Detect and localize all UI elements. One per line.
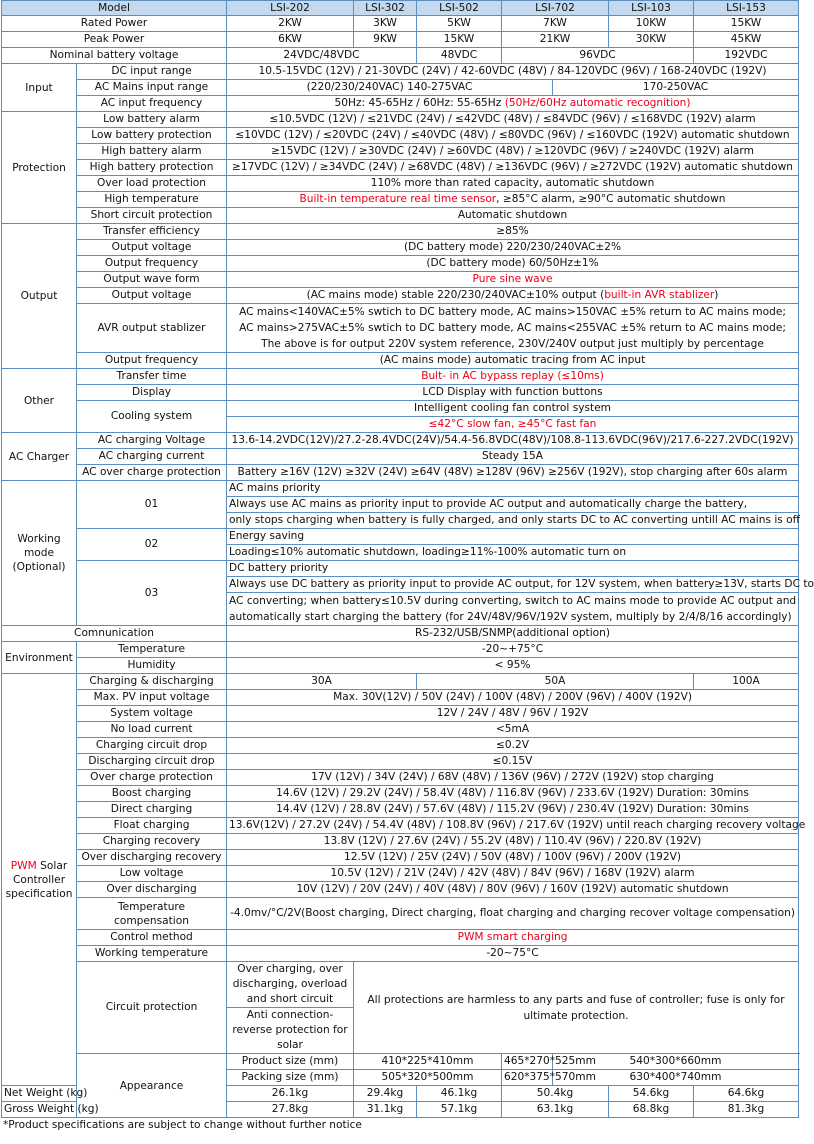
cell-value: <5mA: [227, 722, 799, 738]
cell-value: 620*375*570mm: [502, 1070, 553, 1086]
cell-value: 13.6V(12V) / 27.2V (24V) / 54.4V (48V) / 108.8V (96V) / 217.6V (192V) until reach charging recovery voltage: [227, 818, 799, 834]
row-label: Temperature compensation: [77, 898, 227, 930]
cell-value: [227, 192, 799, 208]
avr-line: The above is for output 220V system reference, 230V/240V output just multiply by percentage: [261, 338, 764, 350]
cell-value: 192VDC: [694, 48, 799, 64]
row-label: Transfer time: [77, 369, 227, 385]
section-protection: Protection: [2, 112, 77, 224]
mode-desc-line: AC converting; when battery≤10.5V during converting, switch to AC mains mode to provide AC output and: [229, 595, 797, 607]
row-label: Output frequency: [77, 353, 227, 369]
mode-id: 01: [77, 481, 227, 529]
cell-value: (DC battery mode) 220/230/240VAC±2%: [227, 240, 799, 256]
highlight-value: Pure sine wave: [227, 272, 799, 288]
mode-03-name-row: [2, 561, 799, 577]
cell-value: 170-250VAC: [553, 80, 799, 96]
cell-value: All protections are harmless to any parts and fuse of controller; fuse is only for ultimate protection.: [354, 962, 799, 1054]
model-name: LSI-103: [609, 1, 694, 16]
cell-value: 630*400*740mm: [553, 1070, 799, 1086]
value-text: ): [714, 289, 719, 302]
mode-desc: [227, 593, 799, 626]
row-label: Charging circuit drop: [77, 738, 227, 754]
pwm-title-text: Solar Controller specification: [5, 859, 73, 900]
cell-value: 505*320*500mm: [354, 1070, 502, 1086]
row-label: Low voltage: [77, 866, 227, 882]
row-label: Discharging circuit drop: [77, 754, 227, 770]
row-label: High battery protection: [77, 160, 227, 176]
section-ac-charger: AC Charger: [2, 433, 77, 481]
row-label: Over discharging recovery: [77, 850, 227, 866]
row-label: AC charging current: [77, 449, 227, 465]
mode-id: 03: [77, 561, 227, 626]
row-label: No load current: [77, 722, 227, 738]
cell-value: RS-232/USB/SNMP(additional option): [227, 626, 799, 642]
cell-value: 15KW: [694, 16, 799, 32]
battery-voltage-row: [2, 48, 799, 64]
overload-row: [2, 176, 799, 192]
low-protect-row: [2, 128, 799, 144]
cell-value: [227, 96, 799, 112]
mode-id: 02: [77, 529, 227, 561]
row-label: AVR output stablizer: [77, 304, 227, 353]
cell-value: (220/230/240VAC) 140-275VAC: [227, 80, 553, 96]
cell-value: 57.1kg: [417, 1102, 502, 1118]
row-label: Nominal battery voltage: [2, 48, 227, 64]
cell-value: 10.5V (12V) / 21V (24V) / 42V (48V) / 84V (96V) / 168V (192V) alarm: [227, 866, 799, 882]
row-label: Display: [77, 385, 227, 401]
cell-value: 10.5-15VDC (12V) / 21-30VDC (24V) / 42-60VDC (48V) / 84-120VDC (96V) / 168-240VDC (192V): [227, 64, 799, 80]
row-label: Output wave form: [77, 272, 227, 288]
control-method-row: [2, 930, 799, 946]
cell-value: 465*270*525mm: [502, 1054, 553, 1070]
row-label: Humidity: [77, 658, 227, 674]
ac-current-row: [2, 449, 799, 465]
cell-value: 110% more than rated capacity, automatic shutdown: [227, 176, 799, 192]
cell-value: 64.6kg: [694, 1086, 799, 1102]
row-label: Direct charging: [77, 802, 227, 818]
sub-label: Anti connection-reverse protection for solar: [227, 1008, 354, 1054]
low-alarm-row: [2, 112, 799, 128]
cell-value: 410*225*410mm: [354, 1054, 502, 1070]
cell-value: -20~75°C: [227, 946, 799, 962]
pwm-current-row: [2, 674, 799, 690]
cell-value: 30KW: [609, 32, 694, 48]
mode-desc: Always use AC mains as priority input to provide AC output and automatically charge the battery,: [227, 497, 799, 513]
cell-value: 540*300*660mm: [553, 1054, 799, 1070]
section-environment: Environment: [2, 642, 77, 674]
rated-power-row: [2, 16, 799, 32]
communication-row: [2, 626, 799, 642]
model-name: LSI-302: [354, 1, 417, 16]
max-pv-row: [2, 690, 799, 706]
row-label: AC Mains input range: [77, 80, 227, 96]
cell-value: [227, 304, 799, 353]
pwm-title-highlight: PWM: [10, 859, 37, 872]
ac-over-charge-row: [2, 465, 799, 481]
row-label: Charging recovery: [77, 834, 227, 850]
cell-value: 14.6V (12V) / 29.2V (24V) / 58.4V (48V) / 116.8V (96V) / 233.6V (192V) Duration: 30mins: [227, 786, 799, 802]
value-text: , ≥85°C alarm, ≥90°C automatic shutdown: [496, 193, 726, 206]
row-label: AC over charge protection: [77, 465, 227, 481]
voltage-ac-row: [2, 288, 799, 304]
row-label: Working temperature: [77, 946, 227, 962]
row-label: Low battery protection: [77, 128, 227, 144]
cell-value: ≤0.2V: [227, 738, 799, 754]
row-label: Short circuit protection: [77, 208, 227, 224]
model-label: Model: [2, 1, 227, 16]
cell-value: ≤0.15V: [227, 754, 799, 770]
cell-value: 24VDC/48VDC: [227, 48, 417, 64]
cell-value: 10KW: [609, 16, 694, 32]
cell-value: Steady 15A: [227, 449, 799, 465]
cell-value: 12.5V (12V) / 25V (24V) / 50V (48V) / 100V (96V) / 200V (192V): [227, 850, 799, 866]
sub-label: Over charging, over discharging, overload and short circuit: [227, 962, 354, 1008]
highlight-text: (50Hz/60Hz automatic recognition): [504, 97, 691, 110]
temp-comp-row: [2, 898, 799, 930]
row-label: Net Weight (kg): [2, 1086, 77, 1102]
cell-value: ≥85%: [227, 224, 799, 240]
mode-desc: Always use DC battery as priority input to provide AC output, for 12V system, when battery≥13V, starts DC to: [227, 577, 799, 593]
cell-value: (DC battery mode) 60/50Hz±1%: [227, 256, 799, 272]
display-row: [2, 385, 799, 401]
cell-value: 10V (12V) / 20V (24V) / 40V (48V) / 80V (96V) / 160V (192V) automatic shutdown: [227, 882, 799, 898]
cell-value: 13.8V (12V) / 27.6V (24V) / 55.2V (48V) / 110.4V (96V) / 220.8V (192V): [227, 834, 799, 850]
row-label: AC charging Voltage: [77, 433, 227, 449]
high-alarm-row: [2, 144, 799, 160]
section-appearance: Appearance: [77, 1054, 227, 1118]
cell-value: 17V (12V) / 34V (24V) / 68V (48V) / 136V (96V) / 272V (192V) stop charging: [227, 770, 799, 786]
row-label: Rated Power: [2, 16, 227, 32]
cell-value: 45KW: [694, 32, 799, 48]
row-label: AC input frequency: [77, 96, 227, 112]
cell-value: < 95%: [227, 658, 799, 674]
system-voltage-row: [2, 706, 799, 722]
cell-value: Automatic shutdown: [227, 208, 799, 224]
section-input: Input: [2, 64, 77, 112]
cell-value: ≤10VDC (12V) / ≤20VDC (24V) / ≤40VDC (48V) / ≤80VDC (96V) / ≤160VDC (192V) automatic shutdown: [227, 128, 799, 144]
row-label: Over load protection: [77, 176, 227, 192]
row-label: Peak Power: [2, 32, 227, 48]
waveform-row: [2, 272, 799, 288]
mode-name: AC mains priority: [227, 481, 799, 497]
cell-value: 31.1kg: [354, 1102, 417, 1118]
row-label: Product size (mm): [227, 1054, 354, 1070]
cell-value: 46.1kg: [417, 1086, 502, 1102]
row-label: Boost charging: [77, 786, 227, 802]
cell-value: ≤10.5VDC (12V) / ≤21VDC (24V) / ≤42VDC (48V) / ≤84VDC (96V) / ≤168VDC (192V) alarm: [227, 112, 799, 128]
over-discharging-row: [2, 882, 799, 898]
cooling-row: [2, 401, 799, 417]
cell-value: -20~+75°C: [227, 642, 799, 658]
cell-value: 54.6kg: [609, 1086, 694, 1102]
mode-02-name-row: [2, 529, 799, 545]
freq-ac-row: [2, 353, 799, 369]
mode-01-name-row: [2, 481, 799, 497]
float-row: [2, 818, 799, 834]
mode-desc: only stops charging when battery is fully charged, and only starts DC to AC converting untill AC mains is off: [227, 513, 799, 529]
charge-drop-row: [2, 738, 799, 754]
cell-value: 13.6-14.2VDC(12V)/27.2-28.4VDC(24V)/54.4-56.8VDC(48V)/108.8-113.6VDC(96V)/217.6-227.2VDC(192V): [227, 433, 799, 449]
row-label: Charging & discharging: [77, 674, 227, 690]
cell-value: 48VDC: [417, 48, 502, 64]
cell-value: 29.4kg: [354, 1086, 417, 1102]
cell-value: 63.1kg: [502, 1102, 609, 1118]
section-working-mode: Working mode (Optional): [2, 481, 77, 626]
cell-value: 14.4V (12V) / 28.8V (24V) / 57.6V (48V) / 115.2V (96V) / 230.4V (192V) Duration: 30mins: [227, 802, 799, 818]
mode-name: Energy saving: [227, 529, 799, 545]
section-other: Other: [2, 369, 77, 433]
cell-value: ≥17VDC (12V) / ≥34VDC (24V) / ≥68VDC (48V) / ≥136VDC (96V) / ≥272VDC (192V) automatic shutdown: [227, 160, 799, 176]
no-load-row: [2, 722, 799, 738]
cell-value: 68.8kg: [609, 1102, 694, 1118]
highlight-value: Bult- in AC bypass replay (≤10ms): [227, 369, 799, 385]
cell-value: 21KW: [502, 32, 609, 48]
row-label: Comnunication: [2, 626, 227, 642]
avr-line: AC mains>275VAC±5% swtich to DC battery mode, AC mains<255VAC ±5% return to AC mains mode;: [239, 322, 786, 334]
model-name: LSI-153: [694, 1, 799, 16]
env-humidity-row: [2, 658, 799, 674]
ac-voltage-row: [2, 433, 799, 449]
working-temp-row: [2, 946, 799, 962]
short-circuit-row: [2, 208, 799, 224]
value-text: (AC mains mode) stable 220/230/240VAC±10% output (: [306, 289, 605, 302]
pwm-over-charge-row: [2, 770, 799, 786]
row-label: High battery alarm: [77, 144, 227, 160]
row-label: Circuit protection: [77, 962, 227, 1054]
model-name: LSI-702: [502, 1, 609, 16]
value-text: 50Hz: 45-65Hz / 60Hz: 55-65Hz: [334, 97, 505, 110]
section-pwm: [2, 674, 77, 1086]
mode-desc: Loading≤10% automatic shutdown, loading≥11%-100% automatic turn on: [227, 545, 799, 561]
cell-value: 7KW: [502, 16, 609, 32]
row-label: DC input range: [77, 64, 227, 80]
cell-value: 26.1kg: [227, 1086, 354, 1102]
low-voltage-row: [2, 866, 799, 882]
cell-value: 9KW: [354, 32, 417, 48]
mode-desc-line: automatically start charging the battery (for 24V/48V/96V/192V system, multiply by 2/4/8/16 accordingly): [229, 611, 792, 623]
cell-value: 96VDC: [502, 48, 694, 64]
highlight-text: Built-in temperature real time sensor: [299, 193, 497, 206]
cell-value: LCD Display with function buttons: [227, 385, 799, 401]
product-size-row: [2, 1054, 799, 1070]
direct-row: [2, 802, 799, 818]
cell-value: 2KW: [227, 16, 354, 32]
row-label: Max. PV input voltage: [77, 690, 227, 706]
cell-value: 50A: [417, 674, 694, 690]
cell-value: 6KW: [227, 32, 354, 48]
cell-value: 30A: [227, 674, 417, 690]
highlight-value: PWM smart charging: [227, 930, 799, 946]
cell-value: 100A: [694, 674, 799, 690]
transfer-time-row: [2, 369, 799, 385]
cell-value: [227, 288, 799, 304]
row-label: Control method: [77, 930, 227, 946]
spec-table: [1, 0, 814, 1118]
model-name: LSI-202: [227, 1, 354, 16]
row-label: High temperature: [77, 192, 227, 208]
row-label: Output voltage: [77, 288, 227, 304]
cell-value: Max. 30V(12V) / 50V (24V) / 100V (48V) / 200V (96V) / 400V (192V): [227, 690, 799, 706]
cell-value: 15KW: [417, 32, 502, 48]
high-protect-row: [2, 160, 799, 176]
mode-name: DC battery priority: [227, 561, 799, 577]
cell-value: 50.4kg: [502, 1086, 609, 1102]
ac-freq-row: [2, 96, 799, 112]
cell-value: 81.3kg: [694, 1102, 799, 1118]
highlight-text: built-in AVR stablizer: [604, 289, 715, 302]
over-discharge-recovery-row: [2, 850, 799, 866]
peak-power-row: [2, 32, 799, 48]
row-label: Output voltage: [77, 240, 227, 256]
row-label: Low battery alarm: [77, 112, 227, 128]
footnote: *Product specifications are subject to change without further notice: [3, 1119, 362, 1131]
voltage-dc-row: [2, 240, 799, 256]
model-header-row: [2, 1, 799, 16]
row-label: Temperature: [77, 642, 227, 658]
cell-value: 27.8kg: [227, 1102, 354, 1118]
section-output: Output: [2, 224, 77, 369]
cell-value: Battery ≥16V (12V) ≥32V (24V) ≥64V (48V) ≥128V (96V) ≥256V (192V), stop charging after 60s alarm: [227, 465, 799, 481]
row-label: Transfer efficiency: [77, 224, 227, 240]
dc-input-row: [2, 64, 799, 80]
row-label: System voltage: [77, 706, 227, 722]
cell-value: 5KW: [417, 16, 502, 32]
cell-value: (AC mains mode) automatic tracing from AC input: [227, 353, 799, 369]
row-label: Packing size (mm): [227, 1070, 354, 1086]
cell-value: -4.0mv/°C/2V(Boost charging, Direct charging, float charging and charging recover voltage compensation): [227, 898, 799, 930]
boost-row: [2, 786, 799, 802]
ac-input-row: [2, 80, 799, 96]
row-label: Over discharging: [77, 882, 227, 898]
row-label: Gross Weight (kg): [2, 1102, 77, 1118]
efficiency-row: [2, 224, 799, 240]
row-label: Cooling system: [77, 401, 227, 433]
avr-line: AC mains<140VAC±5% swtich to DC battery mode, AC mains>150VAC ±5% return to AC mains mode;: [239, 306, 786, 318]
circuit-protection-row: [2, 962, 799, 1008]
cell-value: 12V / 24V / 48V / 96V / 192V: [227, 706, 799, 722]
avr-row: [2, 304, 799, 353]
highlight-value: ≤42°C slow fan, ≥45°C fast fan: [227, 417, 799, 433]
row-label: Float charging: [77, 818, 227, 834]
cell-value: ≥15VDC (12V) / ≥30VDC (24V) / ≥60VDC (48V) / ≥120VDC (96V) / ≥240VDC (192V) alarm: [227, 144, 799, 160]
cell-value: Intelligent cooling fan control system: [227, 401, 799, 417]
row-label: Over charge protection: [77, 770, 227, 786]
recovery-row: [2, 834, 799, 850]
discharge-drop-row: [2, 754, 799, 770]
high-temp-row: [2, 192, 799, 208]
freq-dc-row: [2, 256, 799, 272]
row-label: Output frequency: [77, 256, 227, 272]
env-temp-row: [2, 642, 799, 658]
cell-value: 3KW: [354, 16, 417, 32]
model-name: LSI-502: [417, 1, 502, 16]
